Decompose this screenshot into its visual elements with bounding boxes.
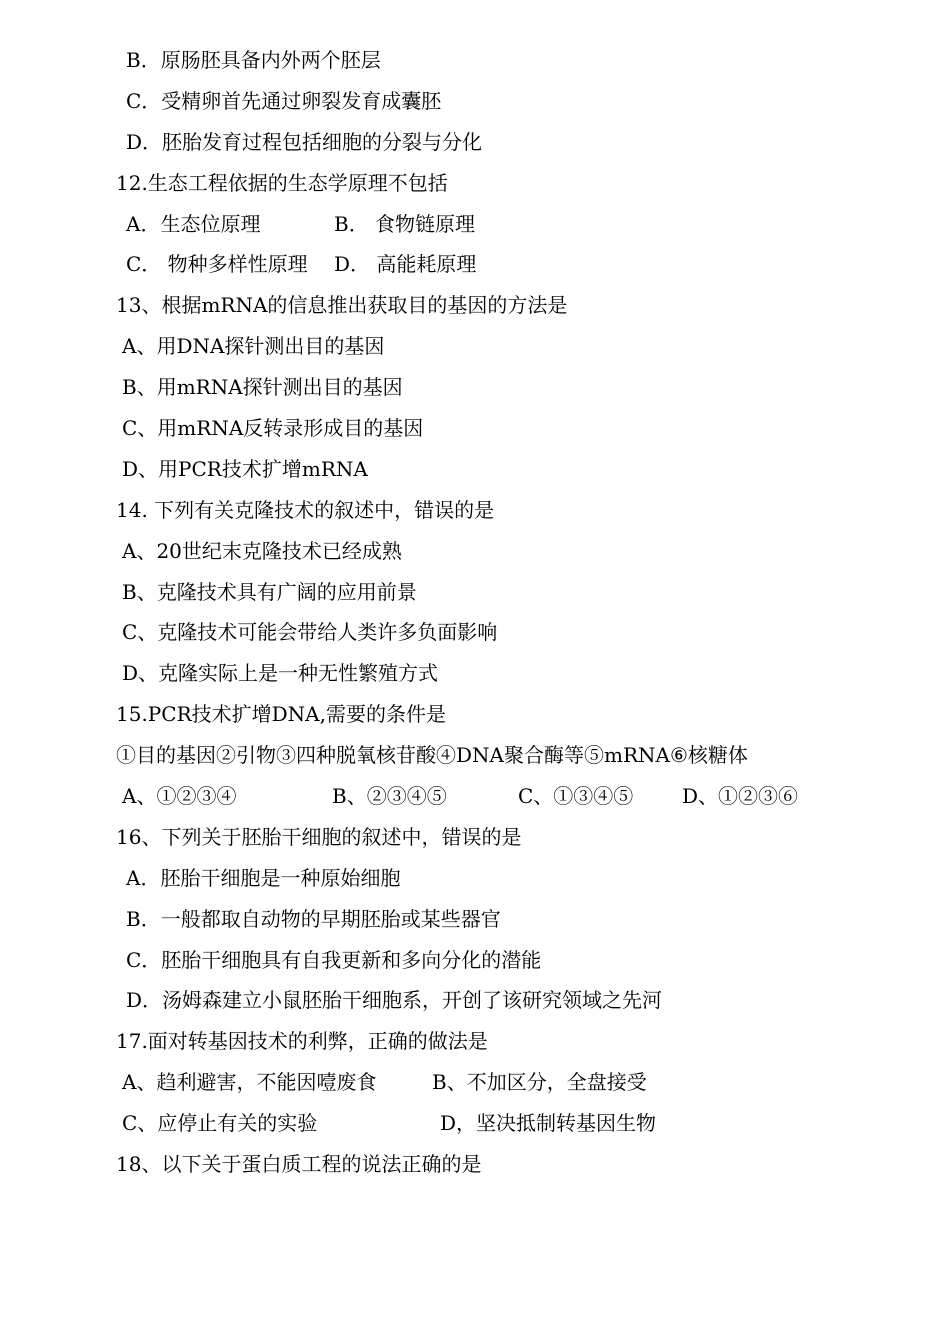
q15-option-b: B、②③④⑤ — [332, 784, 447, 809]
q15-option-a: A、①②③④ — [122, 784, 237, 809]
q14-option-b: B、克隆技术具有广阔的应用前景 — [122, 579, 417, 604]
q17-option-b: B、不加区分，全盘接受 — [432, 1070, 647, 1095]
q15-conditions: ①目的基因②引物③四种脱氧核苷酸④DNA聚合酶等⑤mRNA⑥核糖体 — [116, 743, 748, 768]
q16-option-d: D．汤姆森建立小鼠胚胎干细胞系，开创了该研究领域之先河 — [126, 988, 663, 1013]
q17-options-row-1 — [0, 1062, 950, 1103]
q15-option-d: D、①②③⑥ — [682, 784, 799, 809]
q17-option-d: D，坚决抵制转基因生物 — [440, 1111, 657, 1136]
q17-option-a: A、趋利避害，不能因噎废食 — [122, 1070, 377, 1095]
q16-stem: 16、下列关于胚胎干细胞的叙述中，错误的是 — [116, 824, 522, 849]
q12-option-b: B． 食物链原理 — [334, 211, 476, 236]
q12-stem: 12.生态工程依据的生态学原理不包括 — [116, 170, 448, 195]
q11-option-b: B．原肠胚具备内外两个胚层 — [126, 48, 381, 72]
q15-options-row — [0, 776, 950, 817]
q17-options-row-2 — [0, 1103, 950, 1144]
q15-option-c: C、①③④⑤ — [518, 784, 634, 809]
q18-stem: 18、以下关于蛋白质工程的说法正确的是 — [116, 1152, 482, 1177]
q13-option-c: C、用mRNA反转录形成目的基因 — [122, 416, 424, 441]
q13-option-d: D、用PCR技术扩增mRNA — [122, 456, 368, 481]
q12-option-d: D． 高能耗原理 — [334, 252, 477, 277]
q14-option-a: A、20世纪末克隆技术已经成熟 — [122, 538, 402, 563]
q15-stem: 15.PCR技术扩增DNA,需要的条件是 — [116, 702, 446, 727]
q16-option-b: B．一般都取自动物的早期胚胎或某些器官 — [126, 906, 501, 931]
q12-options-row-2 — [0, 244, 950, 285]
q12-option-a: A．生态位原理 — [126, 211, 261, 236]
q11-option-c: C．受精卵首先通过卵裂发育成囊胚 — [126, 88, 442, 113]
q14-option-c: C、克隆技术可能会带给人类许多负面影响 — [122, 620, 498, 645]
q17-stem: 17.面对转基因技术的利弊，正确的做法是 — [116, 1029, 488, 1054]
q14-stem: 14. 下列有关克隆技术的叙述中，错误的是 — [116, 497, 495, 522]
q17-option-c: C、应停止有关的实验 — [122, 1111, 318, 1136]
q12-options-row-1 — [0, 204, 950, 245]
q11-option-d: D．胚胎发育过程包括细胞的分裂与分化 — [126, 129, 483, 154]
q13-option-a: A、用DNA探针测出目的基因 — [122, 334, 385, 359]
q12-option-c: C． 物种多样性原理 — [126, 252, 308, 277]
q16-option-a: A．胚胎干细胞是一种原始细胞 — [126, 865, 401, 890]
q14-option-d: D、克隆实际上是一种无性繁殖方式 — [122, 661, 439, 686]
q13-stem: 13、根据mRNA的信息推出获取目的基因的方法是 — [116, 293, 568, 318]
q16-option-c: C．胚胎干细胞具有自我更新和多向分化的潜能 — [126, 947, 542, 972]
q13-option-b: B、用mRNA探针测出目的基因 — [122, 375, 403, 400]
document-page — [0, 40, 950, 1185]
